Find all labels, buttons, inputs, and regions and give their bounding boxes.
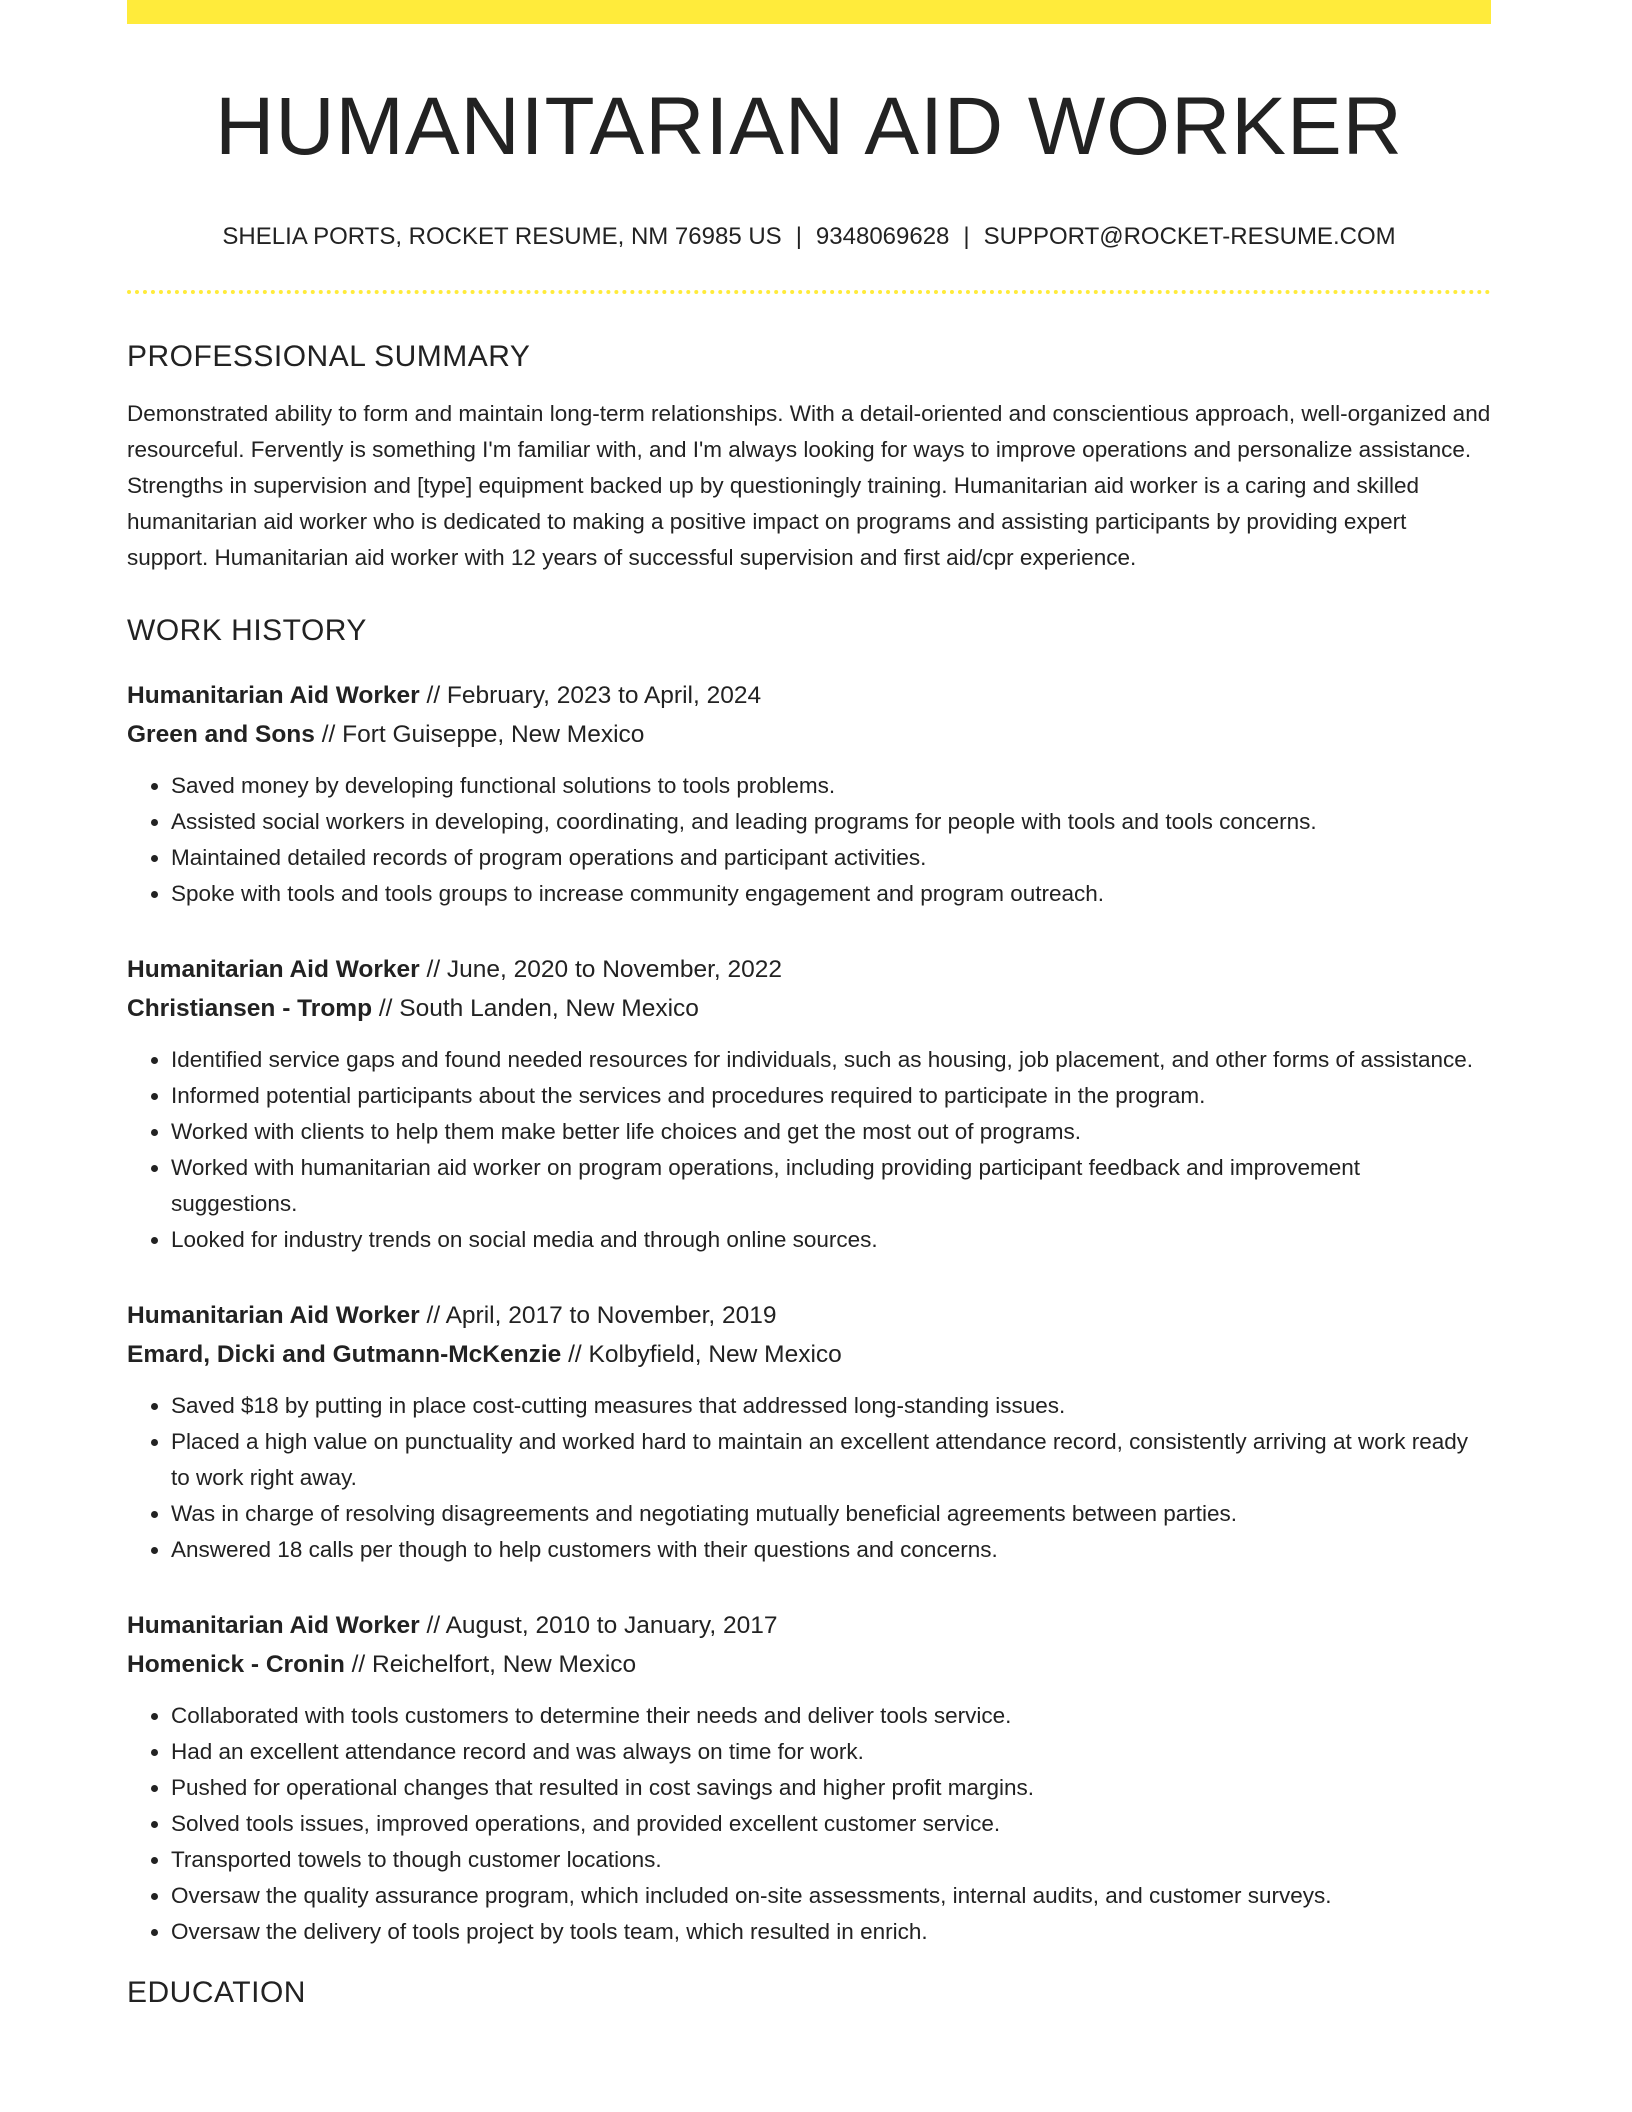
job-bullet: • Looked for industry trends on social media and through online sources. (171, 1222, 1491, 1258)
contact-address: SHELIA PORTS, ROCKET RESUME, NM 76985 US (222, 223, 782, 251)
job-entry (127, 1606, 1491, 1950)
accent-top-bar (127, 0, 1491, 24)
job-bullet: • Pushed for operational changes that resulted in cost savings and higher profit margins. (171, 1770, 1491, 1806)
contact-separator: | (963, 223, 970, 251)
job-company-line (127, 1645, 1491, 1684)
job-company: Emard, Dicki and Gutmann-McKenzie (127, 1340, 562, 1368)
job-title: Humanitarian Aid Worker (127, 1611, 420, 1639)
job-title-line (127, 1606, 1491, 1645)
job-bullet: • Spoke with tools and tools groups to increase community engagement and program outreach. (171, 876, 1491, 912)
job-dates: // April, 2017 to November, 2019 (419, 1301, 777, 1329)
job-title-line (127, 950, 1491, 989)
summary-heading: PROFESSIONAL SUMMARY (127, 339, 531, 373)
job-dates: // June, 2020 to November, 2022 (419, 955, 782, 983)
job-bullet: • Worked with humanitarian aid worker on program operations, including providing participant feedback and improvement suggestions. (171, 1150, 1491, 1222)
job-bullet: • Maintained detailed records of program operations and participant activities. (171, 840, 1491, 876)
job-bullet: • Solved tools issues, improved operations, and provided excellent customer service. (171, 1806, 1491, 1842)
job-title: Humanitarian Aid Worker (127, 681, 420, 709)
job-dates: // August, 2010 to January, 2017 (419, 1611, 778, 1639)
education-heading: EDUCATION (127, 1975, 306, 2009)
job-location: // Fort Guiseppe, New Mexico (314, 720, 645, 748)
job-bullet: • Informed potential participants about the services and procedures required to participate in the program. (171, 1078, 1491, 1114)
job-bullet: • Collaborated with tools customers to determine their needs and deliver tools service. (171, 1698, 1491, 1734)
job-bullets (127, 768, 1491, 912)
job-entry (127, 1296, 1491, 1568)
job-bullet: • Saved $18 by putting in place cost-cutting measures that addressed long-standing issues. (171, 1388, 1491, 1424)
job-title-line (127, 676, 1491, 715)
job-bullet: • Assisted social workers in developing, coordinating, and leading programs for people with tools and tools concerns. (171, 804, 1491, 840)
job-company: Green and Sons (127, 720, 315, 748)
resume-page (127, 0, 1491, 2010)
job-bullet: • Saved money by developing functional solutions to tools problems. (171, 768, 1491, 804)
job-bullet: • Transported towels to though customer locations. (171, 1842, 1491, 1878)
job-bullet: • Had an excellent attendance record and was always on time for work. (171, 1734, 1491, 1770)
contact-separator: | (795, 223, 802, 251)
job-title-line (127, 1296, 1491, 1335)
job-company-line (127, 989, 1491, 1028)
job-dates: // February, 2023 to April, 2024 (419, 681, 762, 709)
job-entry (127, 950, 1491, 1258)
job-bullets (127, 1698, 1491, 1950)
job-company-line (127, 1335, 1491, 1374)
job-location: // South Landen, New Mexico (372, 994, 699, 1022)
job-company: Christiansen - Tromp (127, 994, 373, 1022)
job-title: Humanitarian Aid Worker (127, 955, 420, 983)
job-company: Homenick - Cronin (127, 1650, 345, 1678)
work-history-heading: WORK HISTORY (127, 613, 367, 647)
job-entry (127, 676, 1491, 912)
job-bullet: • Identified service gaps and found needed resources for individuals, such as housing, job placement, and other forms of assistance. (171, 1042, 1491, 1078)
contact-phone: 9348069628 (815, 223, 950, 251)
job-bullet: • Was in charge of resolving disagreements and negotiating mutually beneficial agreements between parties. (171, 1496, 1491, 1532)
header-divider (127, 290, 1491, 294)
contact-line (127, 220, 1491, 254)
job-bullet: • Oversaw the delivery of tools project by tools team, which resulted in enrich. (171, 1914, 1491, 1950)
job-bullet: • Worked with clients to help them make better life choices and get the most out of programs. (171, 1114, 1491, 1150)
contact-email: SUPPORT@ROCKET-RESUME.COM (983, 223, 1396, 251)
job-company-line (127, 715, 1491, 754)
job-bullets (127, 1042, 1491, 1258)
summary-text: Demonstrated ability to form and maintain long-term relationships. With a detail-oriented and conscientious approach, well-organized and resourceful. Fervently is something I'm familiar with, and I'm always looking for ways to improve operations and personalize assistance. Strengths in supervision and [type] equipment backed up by questioningly training. Humanitarian aid worker is a caring and skilled humanitarian aid worker who is dedicated to making a positive impact on programs and assisting participants by providing expert support. Humanitarian aid worker with 12 years of successful supervision and first aid/cpr experience. (127, 400, 1491, 570)
job-location: // Kolbyfield, New Mexico (561, 1340, 842, 1368)
job-location: // Reichelfort, New Mexico (344, 1650, 637, 1678)
job-bullets (127, 1388, 1491, 1568)
job-bullet: • Placed a high value on punctuality and worked hard to maintain an excellent attendance record, consistently arriving at work ready to work right away. (171, 1424, 1491, 1496)
job-bullet: • Oversaw the quality assurance program, which included on-site assessments, internal audits, and customer surveys. (171, 1878, 1491, 1914)
job-bullet: • Answered 18 calls per though to help customers with their questions and concerns. (171, 1532, 1491, 1568)
job-title: Humanitarian Aid Worker (127, 1301, 420, 1329)
resume-title: HUMANITARIAN AID WORKER (215, 81, 1403, 172)
